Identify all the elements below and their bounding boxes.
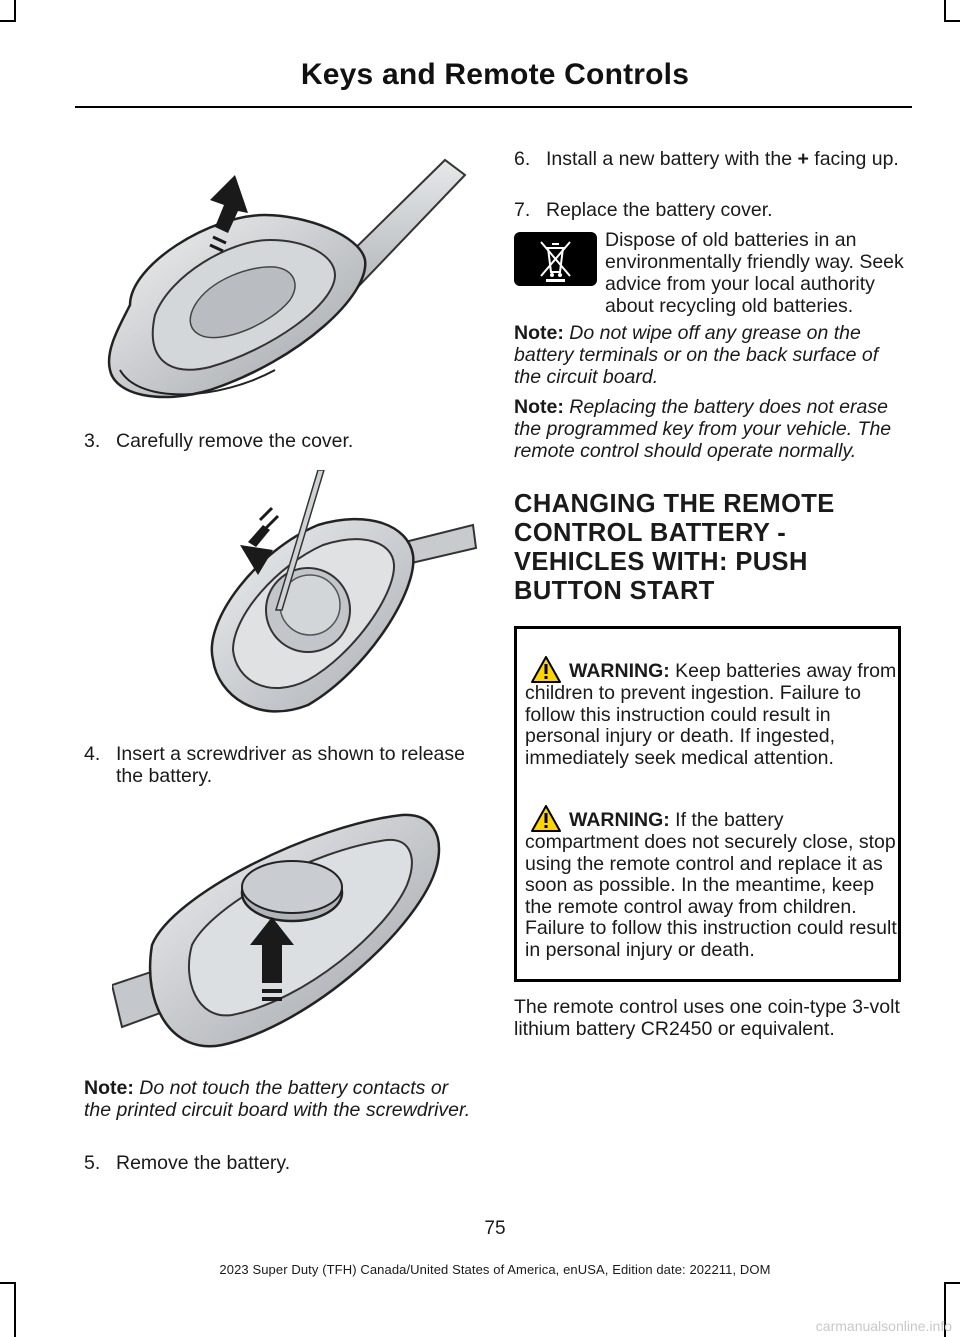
step-4: 4. Insert a screwdriver as shown to release the battery. (84, 743, 465, 787)
battery-info: The remote control uses one coin-type 3-volt lithium battery CR2450 or equivalent. (514, 996, 900, 1040)
warning-2: WARNING: If the battery compartment does not securely close, stop using the remote control and replace it as soon as possible. In the meantime, keep the remote control away from children. Failure to follow this instruction could result in personal injury or death. (525, 805, 899, 961)
page-title: Keys and Remote Controls (300, 58, 690, 91)
dispose-text: Dispose of old batteries in an environmentally friendly way. Seek advice from your local authority about recycling old batteries. (605, 229, 904, 317)
warning-1: WARNING: Keep batteries away from children to prevent ingestion. Failure to follow this instruction could result in personal injury or death. If ingested, immediately seek medical attention. (525, 656, 899, 769)
step-7: 7. Replace the battery cover. (514, 199, 773, 221)
crop-mark (944, 1282, 960, 1284)
note-left: Note: Do not touch the battery contacts or the printed circuit board with the screwdriver. (84, 1077, 471, 1121)
crop-mark (14, 1282, 16, 1337)
crop-mark (944, 0, 946, 22)
page-number: 75 (484, 1218, 506, 1239)
crop-mark (0, 1282, 16, 1284)
step-3: 3. Carefully remove the cover. (84, 430, 354, 452)
watermark[interactable]: carmanualsonline.info (815, 1318, 952, 1334)
step-6: 6. Install a new battery with the + facing up. (514, 148, 899, 170)
step-5: 5. Remove the battery. (84, 1152, 291, 1174)
warning-triangle-icon (531, 805, 561, 832)
crop-mark (14, 0, 16, 22)
figure-battery-removal (112, 805, 444, 1055)
crop-mark (0, 20, 16, 22)
note-right-1: Note: Do not wipe off any grease on the battery terminals or on the back surface of the circuit board. (514, 322, 879, 388)
figure-screwdriver (198, 470, 478, 725)
warning-triangle-icon (531, 656, 561, 683)
title-rule (75, 106, 912, 108)
note-right-2: Note: Replacing the battery does not erase the programmed key from your vehicle. The remote control should operate normally. (514, 396, 892, 462)
section-heading: CHANGING THE REMOTE CONTROL BATTERY - VEHICLES WITH: PUSH BUTTON START (514, 490, 835, 605)
edition-line: 2023 Super Duty (TFH) Canada/United States of America, enUSA, Edition date: 202211, DOM (219, 1262, 771, 1277)
figure-remove-cover (100, 155, 470, 410)
crop-mark (944, 20, 960, 22)
warning-box (514, 626, 901, 982)
